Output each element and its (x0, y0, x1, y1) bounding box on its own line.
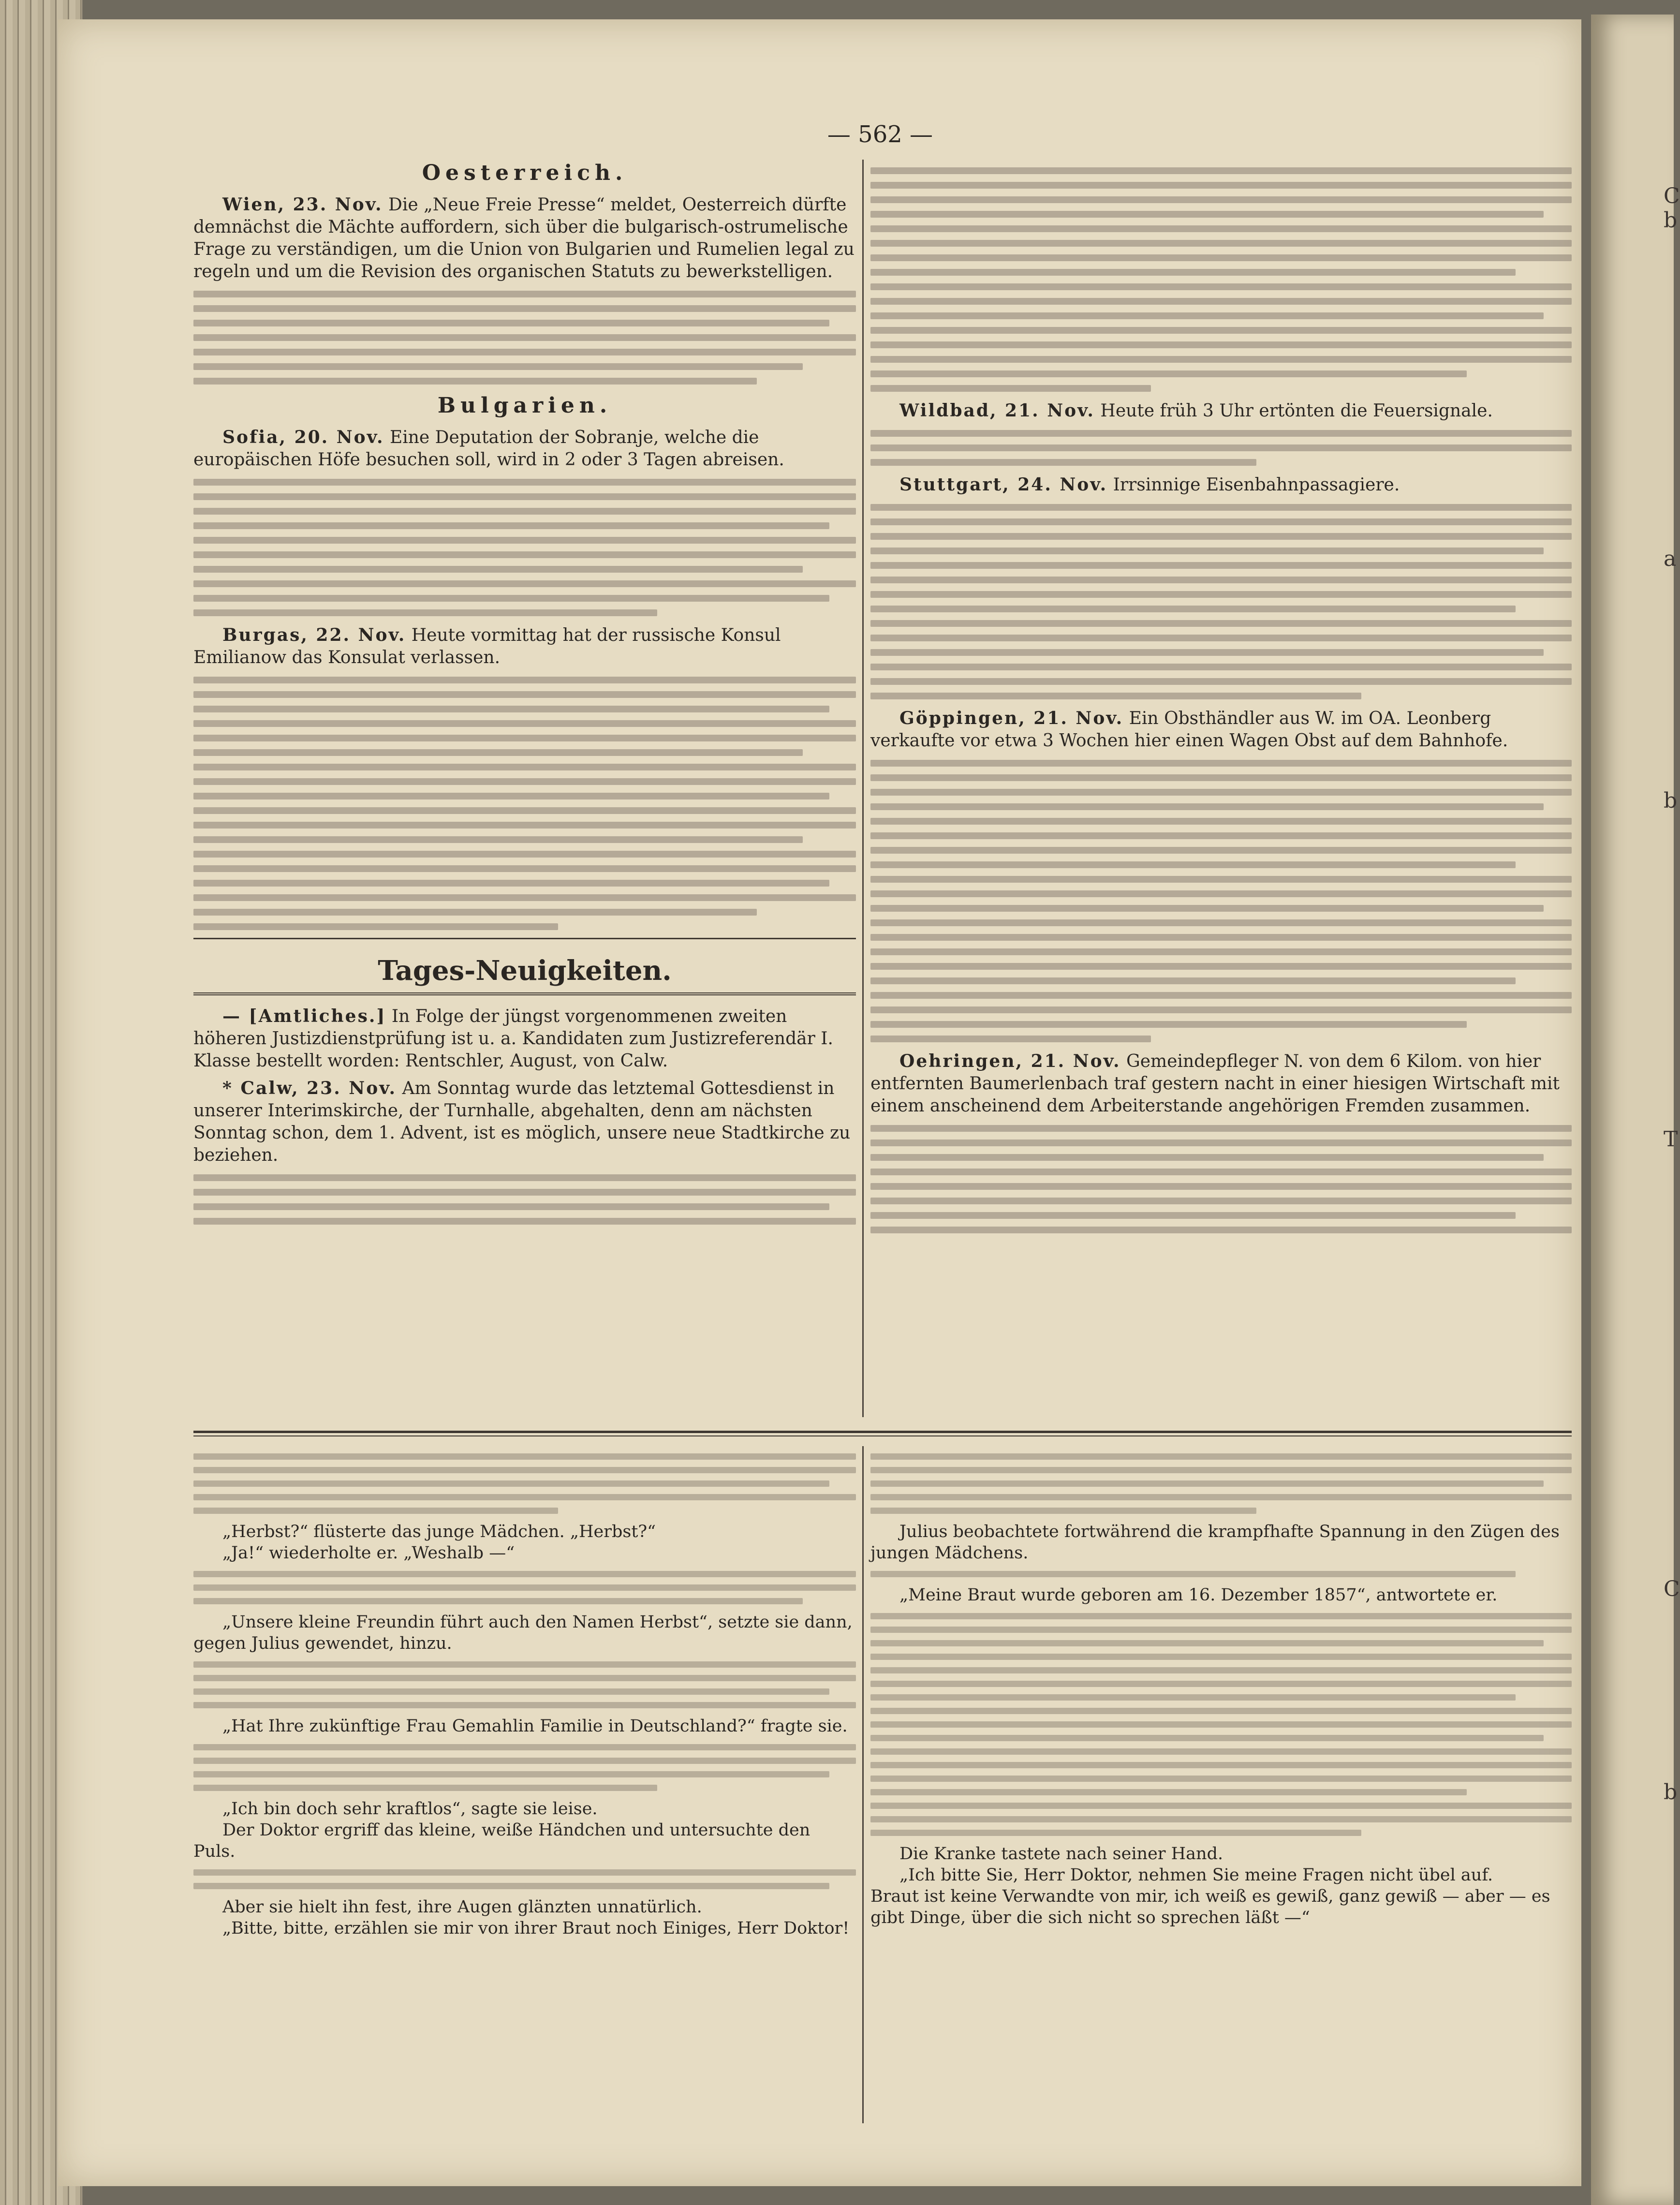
section-heading-oesterreich: Oesterreich. (422, 161, 628, 185)
story-line: „Herbst?“ flüsterte das junge Mädchen. „Herbst?“ (222, 1522, 656, 1541)
article-goeppingen-text: Ein Obsthändler aus W. im OA. Leonberg verkaufte vor etwa 3 Wochen hier einen Wagen Obst auf dem Bahnhofe. (870, 709, 1508, 751)
story-left-column (193, 1446, 856, 2123)
article-wildbad-lines (870, 430, 1572, 466)
feuilleton-rule-thin (193, 1435, 1572, 1436)
page-number: — 562 — (827, 121, 933, 148)
article-calw-lines (193, 1174, 856, 1225)
story-line: „Bitte, bitte, erzählen sie mir von ihrer Braut noch Einiges, Herr Doktor! (222, 1919, 850, 1938)
column-divider-story (862, 1446, 864, 2123)
article-stuttgart-text: Irrsinnige Eisenbahnpassagiere. (1113, 475, 1400, 495)
dateline-stuttgart (870, 474, 1572, 496)
story-lines (193, 1744, 856, 1791)
edge-letter: b (1664, 1780, 1678, 1805)
dateline-goeppingen-place: Göppingen, 21. Nov. (899, 708, 1124, 728)
edge-letter: C (1664, 184, 1680, 208)
article-goeppingen-lines (870, 760, 1572, 1042)
story-line: „Ich bin doch sehr kraftlos“, sagte sie leise. (222, 1799, 598, 1819)
story-lines (870, 1613, 1572, 1836)
dateline-stuttgart-place: Stuttgart, 24. Nov. (899, 474, 1108, 495)
article-stuttgart-lines (870, 504, 1572, 699)
next-page-edge (1591, 15, 1677, 2205)
story-lines (193, 1869, 856, 1889)
dateline-amtliches-label: — [Amtliches.] (222, 1006, 386, 1026)
article-sofia-lines (193, 479, 856, 616)
story-lines (870, 1453, 1572, 1514)
dateline-goeppingen (870, 707, 1572, 752)
article-burgas-text: Heute vormittag hat der russische Konsul Emilianow das Konsulat verlassen. (193, 625, 781, 667)
dateline-calw (193, 1077, 856, 1167)
dateline-sofia-place: Sofia, 20. Nov. (222, 427, 384, 447)
edge-letter: b (1664, 788, 1678, 813)
dateline-burgas (193, 624, 856, 669)
edge-letter: C (1664, 1577, 1680, 1601)
feuilleton-rule (193, 1431, 1572, 1433)
section-rule-double (193, 992, 856, 995)
edge-letter: T (1664, 1127, 1678, 1152)
right-column (870, 160, 1572, 1427)
dateline-wildbad (870, 400, 1572, 422)
section-heading-bulgarien: Bulgarien. (437, 393, 612, 418)
story-lines (193, 1571, 856, 1604)
story-line: Braut ist keine Verwandte von mir, ich weiß es gewiß, ganz gewiß — aber — es gibt Dinge, über die sich nicht so sprechen läßt —“ (870, 1887, 1550, 1927)
column-divider (862, 160, 864, 1417)
edge-letter: b (1664, 208, 1678, 233)
story-line: „Unsere kleine Freundin führt auch den Namen Herbst“, setzte sie dann, gegen Julius gewendet, hinzu. (193, 1613, 853, 1653)
dateline-wien (193, 193, 856, 283)
dateline-sofia (193, 426, 856, 471)
story-line: „Ja!“ wiederholte er. „Weshalb —“ (222, 1543, 515, 1563)
story-line: „Hat Ihre zukünftige Frau Gemahlin Familie in Deutschland?“ fragte sie. (222, 1717, 848, 1736)
story-line: Der Doktor ergriff das kleine, weiße Händchen und untersuchte den Puls. (193, 1820, 811, 1861)
story-line: Aber sie hielt ihn fest, ihre Augen glänzten unnatürlich. (222, 1897, 702, 1917)
article-burgas-lines (193, 677, 856, 930)
dateline-wien-place: Wien, 23. Nov. (222, 194, 383, 215)
dateline-burgas-place: Burgas, 22. Nov. (222, 625, 406, 645)
dateline-calw-place: * Calw, 23. Nov. (222, 1078, 397, 1098)
article-sofia-text: Eine Deputation der Sobranje, welche die europäischen Höfe besuchen soll, wird in 2 oder 3 Tagen abreisen. (193, 428, 784, 470)
story-line: Julius beobachtete fortwährend die krampfhafte Spannung in den Zügen des jungen Mädchens. (870, 1522, 1560, 1563)
story-lines (193, 1453, 856, 1514)
article-calw-continued-lines (870, 167, 1572, 392)
story-line: „Ich bitte Sie, Herr Doktor, nehmen Sie meine Fragen nicht übel auf. (899, 1865, 1493, 1885)
article-calw-text: Am Sonntag wurde das letztemal Gottesdienst in unserer Interimskirche, der Turnhalle, abgehalten, denn am nächsten Sonntag schon, dem 1. Advent, ist es möglich, unsere neue Stadtkirche zu beziehen. (193, 1079, 851, 1165)
article-wildbad-text: Heute früh 3 Uhr ertönten die Feuersignale. (1100, 401, 1493, 421)
dateline-wildbad-place: Wildbad, 21. Nov. (899, 400, 1095, 421)
section-heading-tages-neuigkeiten: Tages-Neuigkeiten. (378, 955, 672, 987)
dateline-amtliches (193, 1005, 856, 1072)
dateline-oehringen-place: Oehringen, 21. Nov. (899, 1051, 1121, 1071)
story-lines (193, 1661, 856, 1708)
left-column (193, 160, 856, 1427)
story-line: „Meine Braut wurde geboren am 16. Dezember 1857“, antwortete er. (899, 1585, 1498, 1605)
story-lines (870, 1571, 1572, 1577)
article-wien-lines (193, 291, 856, 385)
story-line: Die Kranke tastete nach seiner Hand. (899, 1844, 1223, 1864)
section-rule (193, 938, 856, 939)
dateline-oehringen (870, 1050, 1572, 1117)
article-oehringen-text: Gemeindepfleger N. von dem 6 Kilom. von hier entfernten Baumerlenbach traf gestern nacht in einer hiesigen Wirtschaft mit einem anscheinend dem Arbeiterstande angehörigen Fremden zusammen. (870, 1051, 1560, 1116)
article-amtliches-text: In Folge der jüngst vorgenommenen zweiten höheren Justizdienstprüfung ist u. a. Kandidaten zum Justizreferendär I. Klasse bestellt worden: Rentschler, August, von Calw. (193, 1006, 833, 1071)
article-oehringen-lines (870, 1125, 1572, 1233)
story-right-column (870, 1446, 1572, 2123)
article-wien-text: Die „Neue Freie Presse“ meldet, Oesterreich dürfte demnächst die Mächte auffordern, sich über die bulgarisch-ostrumelische Frage zu verständigen, um die Union von Bulgarien und Rumelien legal zu regeln und um die Revision des organischen Statuts zu bewerkstelligen. (193, 195, 855, 281)
edge-letter: a (1664, 547, 1677, 571)
